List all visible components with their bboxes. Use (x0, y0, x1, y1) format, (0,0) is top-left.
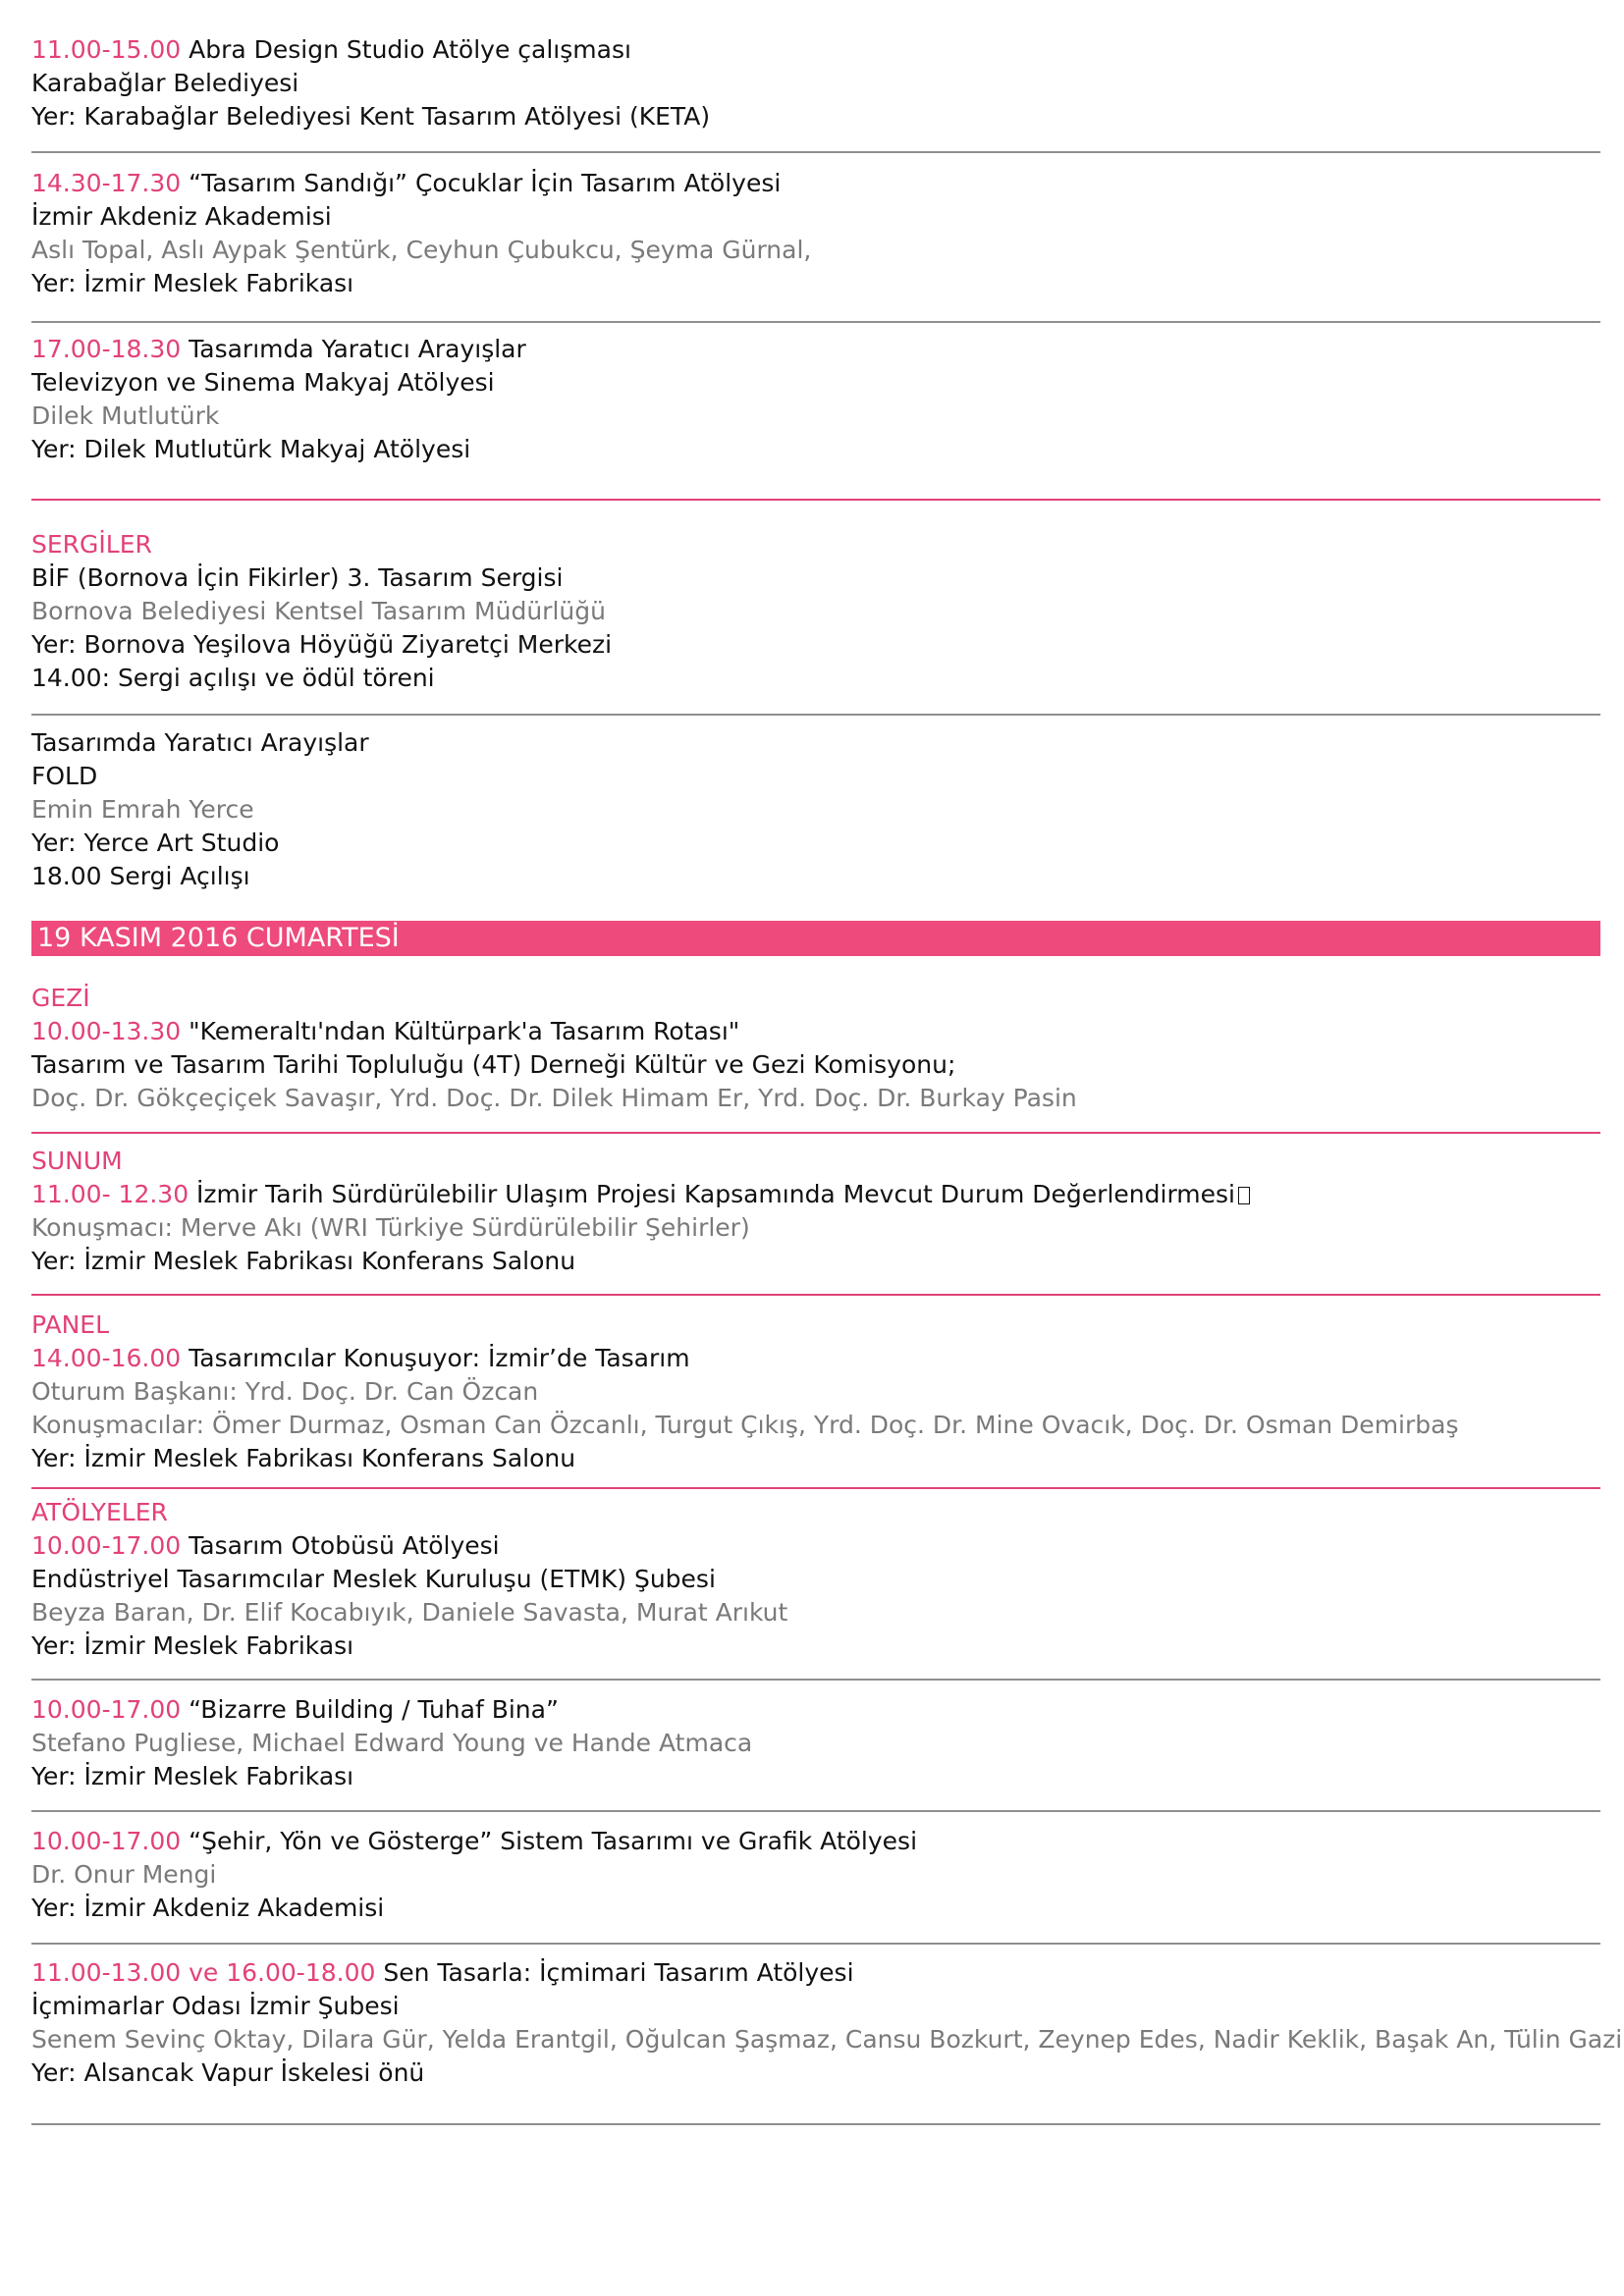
event-title-line (31, 333, 1600, 366)
event-title: “Tasarım Sandığı” Çocuklar İçin Tasarım Atölyesi (181, 169, 782, 197)
event-title-line (31, 1178, 1600, 1211)
event-organizer: İzmir Akdeniz Akademisi (31, 202, 332, 231)
event-location: Yer: İzmir Meslek Fabrikası Konferans Salonu (31, 1247, 576, 1275)
event-chair: Oturum Başkanı: Yrd. Doç. Dr. Can Özcan (31, 1377, 539, 1406)
event-time: 11.00-15.00 (31, 35, 182, 64)
event-organizer: Televizyon ve Sinema Makyaj Atölyesi (31, 368, 495, 397)
event-title: İzmir Tarih Sürdürülebilir Ulaşım Projesi Kapsamında Mevcut Durum Değerlendirmesi (189, 1180, 1235, 1208)
event-title: Tasarımda Yaratıcı Arayışlar (31, 728, 369, 757)
event-location: Yer: İzmir Meslek Fabrikası (31, 269, 354, 297)
event-organizer: Endüstriyel Tasarımcılar Meslek Kuruluşu (ETMK) Şubesi (31, 1565, 716, 1593)
event-time: 17.00-18.30 (31, 335, 182, 363)
section-divider (31, 1294, 1600, 1296)
event-participants: Senem Sevinç Oktay, Dilara Gür, Yelda Erantgil, Oğulcan Şaşmaz, Cansu Bozkurt, Zeynep Edes, Nadir Keklik, Başak An, Tülin Gazi (31, 2025, 1623, 2054)
divider (31, 151, 1600, 153)
event-location: Yer: Dilek Mutlutürk Makyaj Atölyesi (31, 435, 471, 463)
event-time: 10.00-17.00 (31, 1827, 182, 1855)
event-organizer: FOLD (31, 762, 98, 790)
divider (31, 714, 1600, 716)
event-organizer: İçmimarlar Odası İzmir Şubesi (31, 1992, 400, 2020)
event-time: 10.00-17.00 (31, 1695, 182, 1724)
event-time: 14.00-16.00 (31, 1344, 182, 1372)
day-banner-text: 19 KASIM 2016 CUMARTESİ (37, 923, 400, 953)
day-banner (31, 921, 1600, 956)
section-heading-gezi: GEZİ (31, 984, 90, 1012)
event-participants: Aslı Topal, Aslı Aypak Şentürk, Ceyhun Çubukcu, Şeyma Gürnal, (31, 236, 812, 264)
event-location: Yer: Karabağlar Belediyesi Kent Tasarım Atölyesi (KETA) (31, 102, 711, 131)
event-note: 18.00 Sergi Açılışı (31, 862, 250, 890)
divider (31, 1943, 1600, 1945)
event-location: Yer: Alsancak Vapur İskelesi önü (31, 2058, 425, 2087)
event-title-line (31, 1825, 1600, 1858)
event-participants: Beyza Baran, Dr. Elif Kocabıyık, Daniele Savasta, Murat Arıkut (31, 1598, 788, 1627)
section-divider (31, 1487, 1600, 1489)
section-heading-sergiler: SERGİLER (31, 530, 152, 559)
event-location: Yer: İzmir Meslek Fabrikası (31, 1762, 354, 1790)
event-participants: Dilek Mutlutürk (31, 401, 220, 430)
event-title: “Şehir, Yön ve Gösterge” Sistem Tasarımı ve Grafik Atölyesi (181, 1827, 918, 1855)
divider (31, 321, 1600, 323)
event-time: 11.00- 12.30 (31, 1180, 189, 1208)
event-title: Tasarım Otobüsü Atölyesi (181, 1531, 500, 1560)
event-title-line (31, 1015, 1600, 1048)
event-speakers: Konuşmacılar: Ömer Durmaz, Osman Can Özcanlı, Turgut Çıkış, Yrd. Doç. Dr. Mine Ovacık, Doç. Dr. Osman Demirbaş (31, 1411, 1459, 1439)
event-location: Yer: Yerce Art Studio (31, 828, 280, 857)
event-location: Yer: İzmir Akdeniz Akademisi (31, 1894, 385, 1922)
event-organizer: Bornova Belediyesi Kentsel Tasarım Müdürlüğü (31, 597, 606, 625)
section-divider (31, 1132, 1600, 1134)
event-title: Sen Tasarla: İçmimari Tasarım Atölyesi (375, 1958, 854, 1987)
section-heading-sunum: SUNUM (31, 1147, 123, 1175)
event-title: "Kemeraltı'ndan Kültürpark'a Tasarım Rotası" (181, 1017, 740, 1045)
event-time: 11.00-13.00 ve 16.00-18.00 (31, 1958, 376, 1987)
event-organizer: Karabağlar Belediyesi (31, 69, 299, 97)
event-participants: Stefano Pugliese, Michael Edward Young ve Hande Atmaca (31, 1729, 753, 1757)
event-title: Abra Design Studio Atölye çalışması (181, 35, 631, 64)
event-title-line (31, 1956, 1600, 1990)
event-title: Tasarımda Yaratıcı Arayışlar (181, 335, 526, 363)
event-title-line (31, 33, 1600, 67)
event-title-line (31, 1693, 1600, 1727)
event-note: 14.00: Sergi açılışı ve ödül töreni (31, 664, 435, 692)
divider (31, 1810, 1600, 1812)
section-heading-panel: PANEL (31, 1310, 110, 1339)
event-organizer: Tasarım ve Tasarım Tarihi Topluluğu (4T) Derneği Kültür ve Gezi Komisyonu; (31, 1050, 956, 1079)
event-title-line (31, 1529, 1600, 1563)
event-location: Yer: İzmir Meslek Fabrikası (31, 1631, 354, 1660)
event-speaker: Konuşmacı: Merve Akı (WRI Türkiye Sürdürülebilir Şehirler) (31, 1213, 750, 1242)
event-title: BİF (Bornova İçin Fikirler) 3. Tasarım Sergisi (31, 563, 564, 592)
event-time: 10.00-13.30 (31, 1017, 182, 1045)
missing-glyph-icon (1238, 1187, 1250, 1204)
event-title: “Bizarre Building / Tuhaf Bina” (181, 1695, 559, 1724)
event-participants: Dr. Onur Mengi (31, 1860, 217, 1889)
event-participants: Emin Emrah Yerce (31, 795, 254, 824)
section-heading-atolyeler: ATÖLYELER (31, 1498, 168, 1526)
event-time: 10.00-17.00 (31, 1531, 182, 1560)
event-title-line (31, 167, 1600, 200)
section-divider (31, 499, 1600, 501)
event-location: Yer: İzmir Meslek Fabrikası Konferans Salonu (31, 1444, 576, 1472)
event-title: Tasarımcılar Konuşuyor: İzmir’de Tasarım (181, 1344, 690, 1372)
event-time: 14.30-17.30 (31, 169, 182, 197)
event-participants: Doç. Dr. Gökçeçiçek Savaşır, Yrd. Doç. Dr. Dilek Himam Er, Yrd. Doç. Dr. Burkay Pasin (31, 1084, 1077, 1112)
divider (31, 1679, 1600, 1681)
divider (31, 2123, 1600, 2125)
event-location: Yer: Bornova Yeşilova Höyüğü Ziyaretçi Merkezi (31, 630, 613, 659)
event-title-line (31, 1342, 1600, 1375)
